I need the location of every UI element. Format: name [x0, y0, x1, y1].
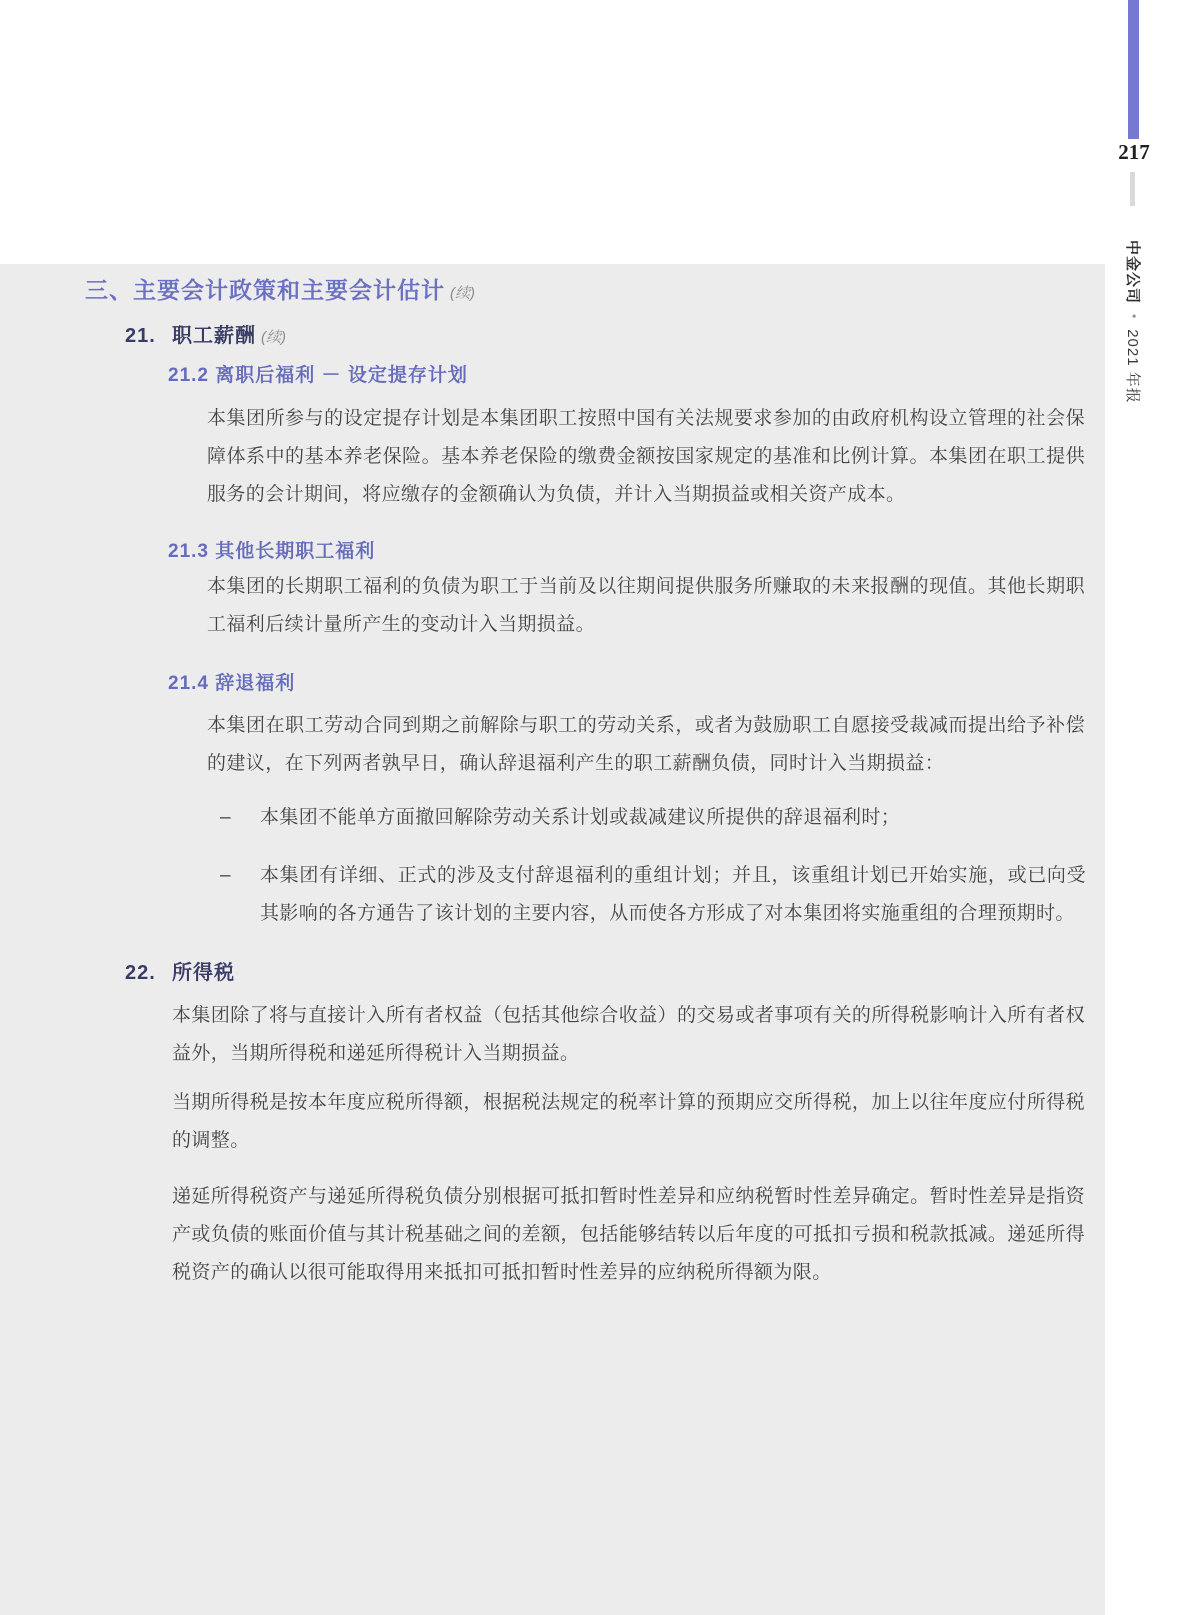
heading-21-4-number: 21.4: [168, 673, 209, 694]
list-item: [220, 799, 1086, 837]
heading-21-continued: (续): [261, 329, 286, 346]
brand-separator-dot: •: [1127, 314, 1141, 320]
vertical-brand-text: [1123, 240, 1144, 404]
heading-22-number: 22.: [125, 962, 156, 984]
paragraph-21-2: 本集团所参与的设定提存计划是本集团职工按照中国有关法规要求参加的由政府机构设立管理的社会保障体系中的基本养老保险。基本养老保险的缴费金额按国家规定的基准和比例计算。本集团在职工提供服务的会计期间，将应缴存的金额确认为负债，并计入当期损益或相关资产成本。: [207, 408, 1085, 505]
brand-edition: 2021 年报: [1124, 329, 1141, 404]
page-number-tick: [1130, 172, 1135, 206]
heading-22: [125, 956, 235, 985]
heading-21-3: [168, 536, 375, 563]
content-panel: [0, 264, 1105, 1615]
paragraph-22-1: 本集团除了将与直接计入所有者权益（包括其他综合收益）的交易或者事项有关的所得税影响计入所有者权益外，当期所得税和递延所得税计入当期损益。: [172, 1005, 1085, 1064]
bullet-text: 本集团有详细、正式的涉及支付辞退福利的重组计划；并且，该重组计划已开始实施，或已向受其影响的各方通告了该计划的主要内容，从而使各方形成了对本集团将实施重组的合理预期时。: [260, 865, 1086, 924]
bullet-dash: –: [220, 865, 231, 886]
section-heading-continued: (续): [450, 285, 475, 302]
heading-22-title: 所得税: [172, 962, 235, 984]
heading-21-2-number: 21.2: [168, 365, 209, 386]
list-item: [220, 857, 1086, 933]
page-number: 217: [1118, 140, 1150, 164]
bullet-text: 本集团不能单方面撤回解除劳动关系计划或裁减建议所提供的辞退福利时；: [260, 807, 901, 828]
paragraph-22-3: 递延所得税资产与递延所得税负债分别根据可抵扣暂时性差异和应纳税暂时性差异确定。暂时性差异是指资产或负债的账面价值与其计税基础之间的差额，包括能够结转以后年度的可抵扣亏损和税款抵减。递延所得税资产的确认以很可能取得用来抵扣可抵扣暂时性差异的应纳税所得额为限。: [172, 1186, 1085, 1283]
section-heading: [85, 272, 475, 305]
heading-21-4: [168, 668, 295, 695]
heading-21-2-title: 离职后福利 － 设定提存计划: [215, 365, 468, 386]
heading-21-title: 职工薪酬: [172, 325, 256, 347]
heading-21-3-title: 其他长期职工福利: [215, 541, 376, 562]
accent-bar: [1128, 0, 1139, 139]
paragraph-22-2: 当期所得税是按本年度应税所得额，根据税法规定的税率计算的预期应交所得税，加上以往年度应付所得税的调整。: [172, 1092, 1085, 1151]
heading-21-number: 21.: [125, 325, 156, 347]
paragraph-21-3: 本集团的长期职工福利的负债为职工于当前及以往期间提供服务所赚取的未来报酬的现值。其他长期职工福利后续计量所产生的变动计入当期损益。: [207, 576, 1085, 635]
heading-21-2: [168, 360, 468, 387]
brand-company: 中金公司: [1124, 240, 1141, 305]
heading-21: [125, 319, 286, 348]
bullet-dash: –: [220, 807, 231, 828]
heading-21-4-title: 辞退福利: [215, 673, 296, 694]
heading-21-3-number: 21.3: [168, 541, 209, 562]
paragraph-21-4: 本集团在职工劳动合同到期之前解除与职工的劳动关系，或者为鼓励职工自愿接受裁减而提出给予补偿的建议，在下列两者孰早日，确认辞退福利产生的职工薪酬负债，同时计入当期损益：: [207, 715, 1085, 774]
section-heading-title: 三、主要会计政策和主要会计估计: [85, 277, 445, 303]
